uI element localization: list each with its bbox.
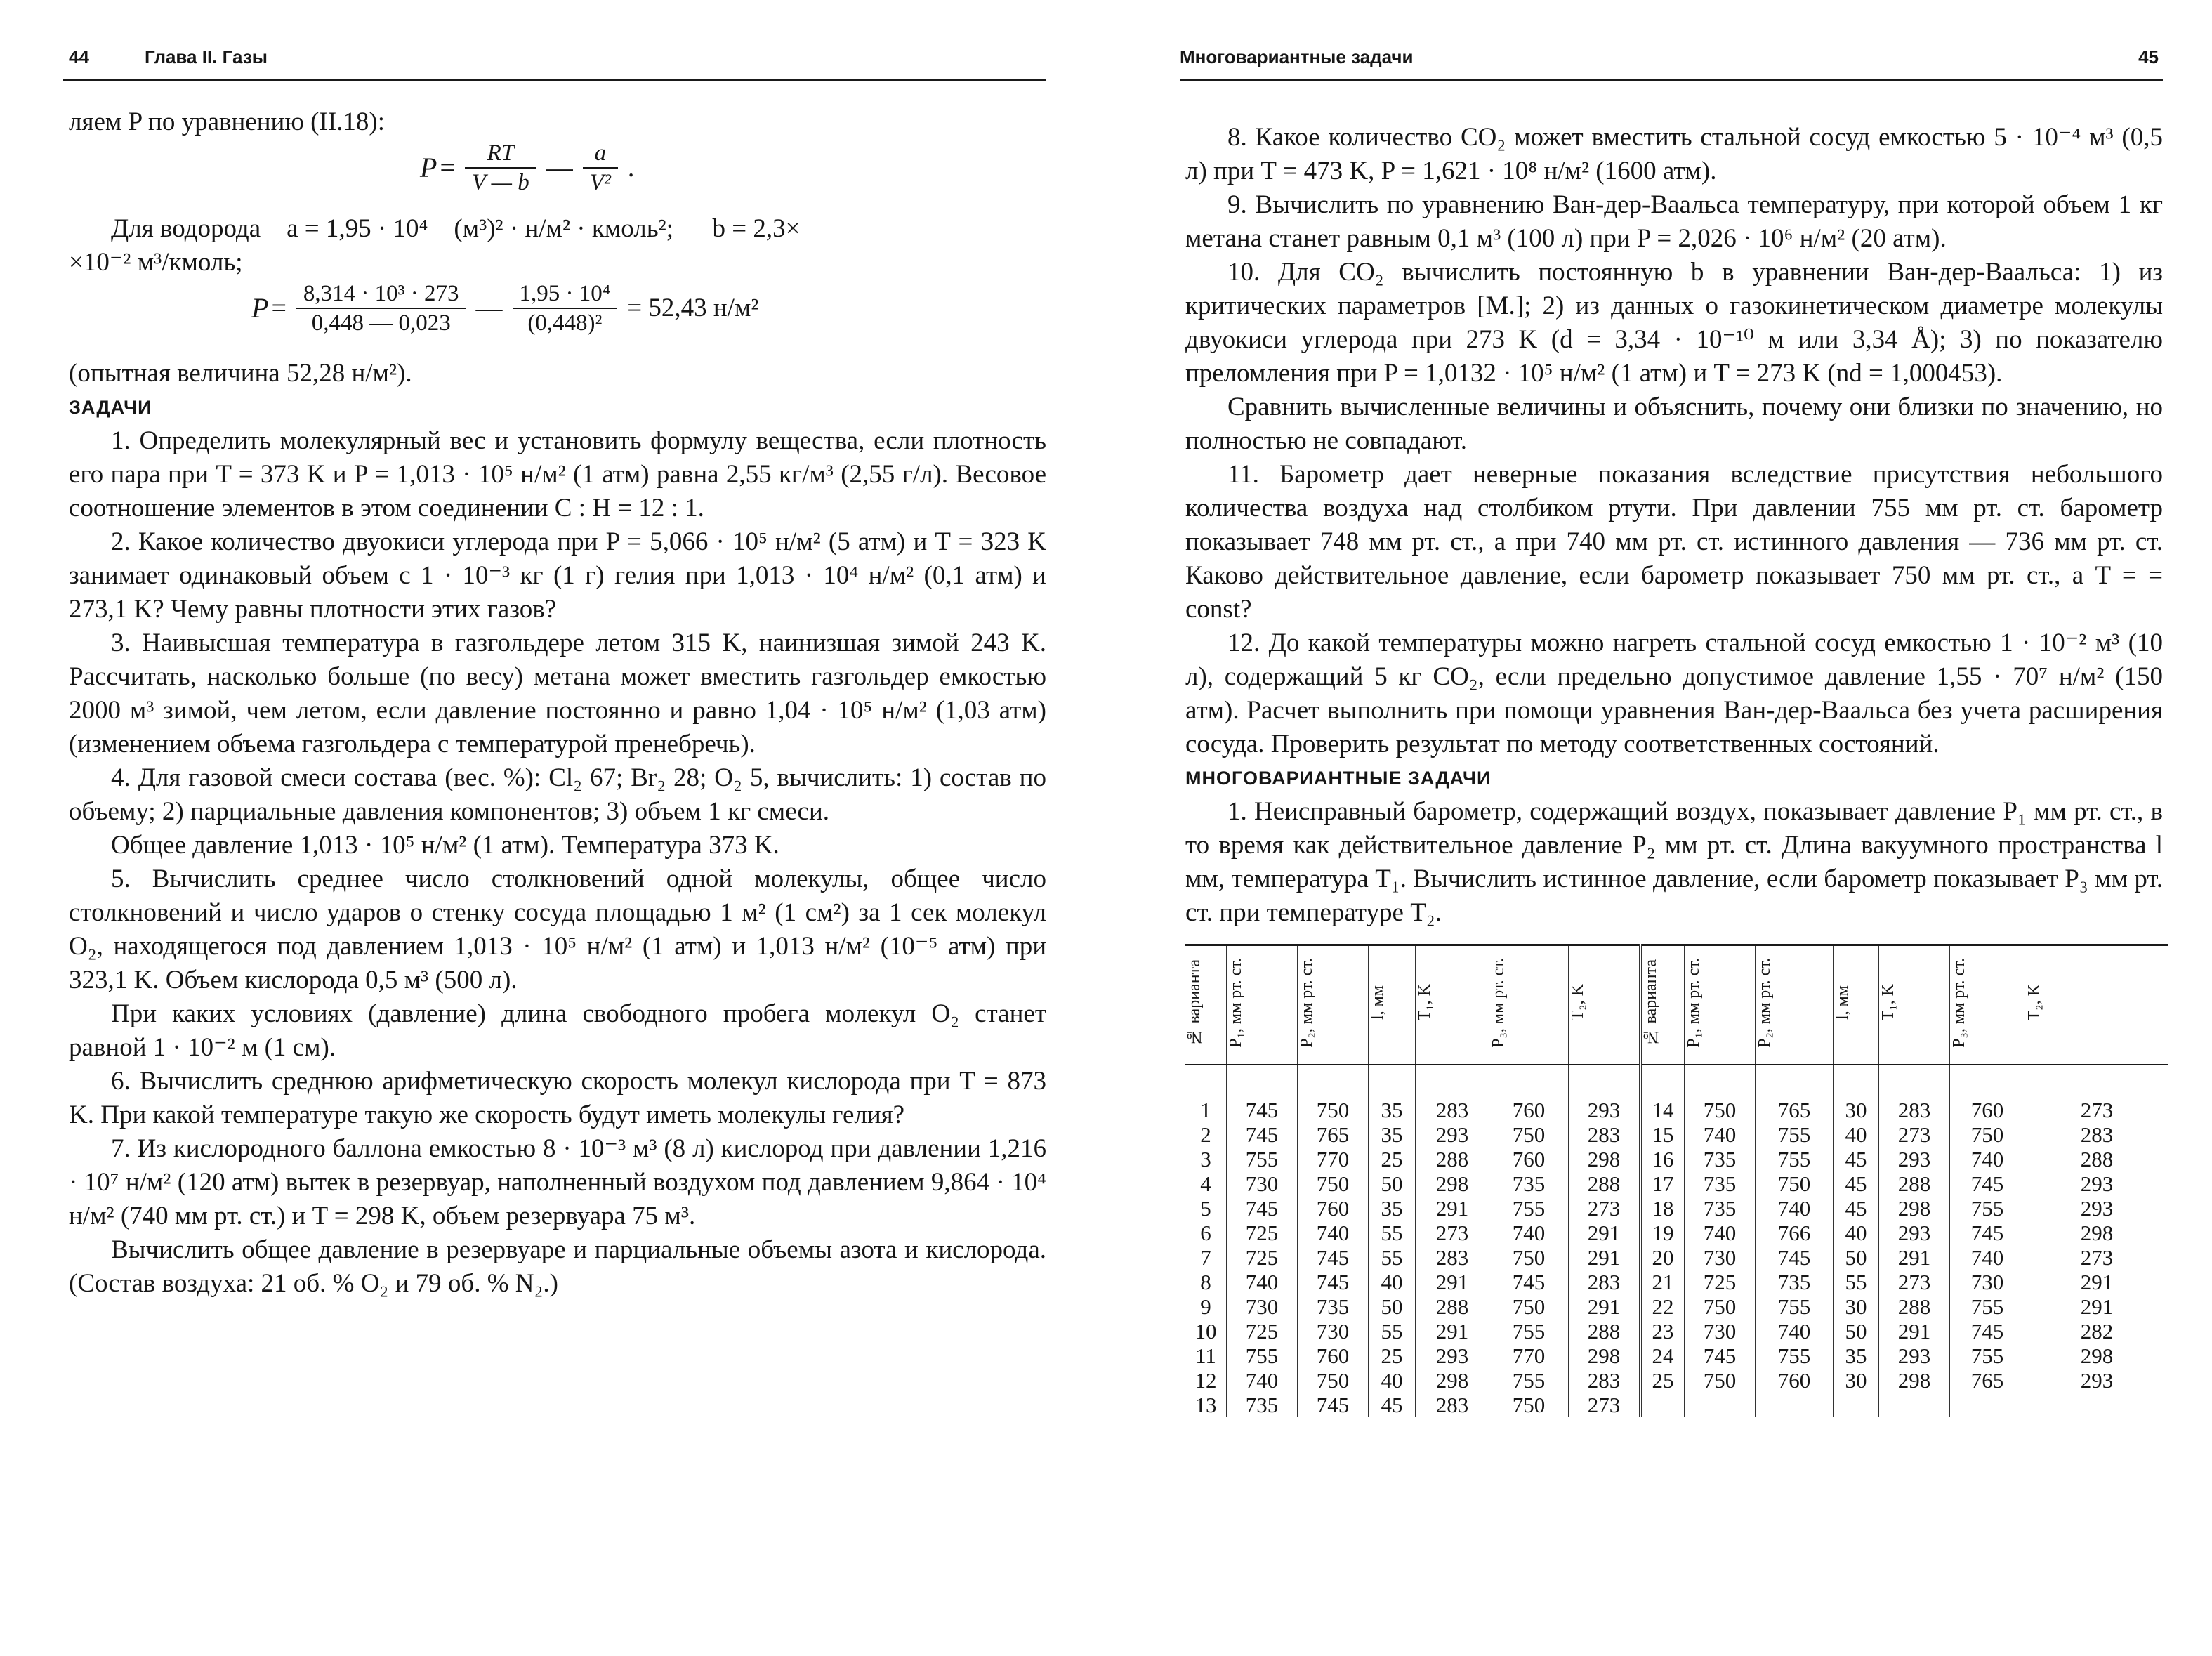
problem-7: 7. Из кислородного баллона емкостью 8 · 10⁻³ м³ (8 л) кислород при давлении 1,216 · 10⁷ н/м² (120 атм) вытек в резервуар, наполненный воздухом под давлением 9,864 · 10⁴ н/м² (740 мм рт. ст.) и T = 298 K, объем резервуара 75 м³. <box>69 1134 1046 1230</box>
table-cell: 760 <box>1756 1368 1834 1393</box>
table-cell: 293 <box>1879 1221 1950 1245</box>
table-cell: 730 <box>1685 1319 1756 1343</box>
table-cell: 745 <box>1950 1221 2025 1245</box>
table-cell: 55 <box>1834 1270 1879 1294</box>
table-cell: 745 <box>1298 1393 1369 1417</box>
header-variant-no: № варианта <box>1185 945 1227 1065</box>
table-cell: 750 <box>1298 1171 1369 1196</box>
table-cell: 40 <box>1369 1368 1416 1393</box>
table-cell: 283 <box>1416 1393 1489 1417</box>
table-cell: 735 <box>1227 1393 1298 1417</box>
table-cell: 298 <box>2025 1221 2169 1245</box>
table-row <box>1185 1368 2168 1393</box>
table-row <box>1185 1221 2168 1245</box>
formula2-lhs: P <box>251 292 269 324</box>
table-cell: 293 <box>1569 1098 1641 1122</box>
table-cell: 283 <box>1569 1368 1641 1393</box>
right-body <box>1185 121 2163 1417</box>
table-cell: 4 <box>1200 1171 1211 1196</box>
table-cell: 755 <box>1227 1147 1298 1171</box>
table-cell: 740 <box>1227 1270 1298 1294</box>
table-cell: 735 <box>1685 1196 1756 1221</box>
table-cell: 3 <box>1200 1146 1211 1171</box>
table-cell: 765 <box>1756 1098 1834 1122</box>
table-cell: 283 <box>1569 1270 1641 1294</box>
table-row <box>1185 1294 2168 1319</box>
table-row <box>1185 1196 2168 1221</box>
table-cell: 30 <box>1834 1098 1879 1122</box>
table-cell: 735 <box>1489 1171 1569 1196</box>
table-cell: 755 <box>1950 1343 2025 1368</box>
table-cell: 745 <box>1298 1245 1369 1270</box>
table-cell: 5 <box>1200 1195 1211 1221</box>
table-cell <box>1950 1393 2025 1417</box>
table-cell: 298 <box>1416 1368 1489 1393</box>
table-cell: 291 <box>1416 1270 1489 1294</box>
table-cell: 288 <box>1879 1294 1950 1319</box>
problem-4: 4. Для газовой смеси состава (вес. %): Cl₂ 67; Br₂ 28; O₂ 5, вычислить: 1) состав по объему; 2) парциальные давления компонентов; 3) объем 1 кг смеси. <box>69 763 1046 826</box>
header-p1-2: P₁, мм рт. ст. <box>1685 945 1756 1065</box>
table-row <box>1185 1319 2168 1343</box>
table-cell: 19 <box>1640 1221 1685 1245</box>
table-cell: 750 <box>1685 1098 1756 1122</box>
table-cell: 10 <box>1194 1318 1217 1343</box>
problem-9: 9. Вычислить по уравнению Ван-дер-Ваальса температуру, при которой объем 1 кг метана станет равным 0,1 м³ (100 л) при P = 2,026 · 10⁶ н/м² (20 атм). <box>1185 190 2163 253</box>
table-cell: 730 <box>1685 1245 1756 1270</box>
table-cell: 282 <box>2025 1319 2169 1343</box>
problem-2: 2. Какое количество двуокиси углерода при P = 5,066 · 10⁵ н/м² (5 атм) и T = 323 K занимает одинаковый объем с 1 · 10⁻³ кг (1 г) гелия при 1,013 · 10⁴ н/м² (0,1 атм) и 273,1 K? Чему равны плотности этих газов? <box>69 527 1046 624</box>
table-cell: 750 <box>1756 1171 1834 1196</box>
problem-5-note: При каких условиях (давление) длина свободного пробега молекул O₂ станет равной 1 · 10⁻² м (1 см). <box>69 999 1046 1062</box>
variants-table <box>1185 944 2168 1417</box>
table-cell: 735 <box>1685 1147 1756 1171</box>
table-cell: 293 <box>1879 1343 1950 1368</box>
table-cell: 755 <box>1489 1196 1569 1221</box>
table-row <box>1185 1147 2168 1171</box>
table-cell: 740 <box>1489 1221 1569 1245</box>
table-cell <box>1685 1393 1756 1417</box>
header-p2: P₂, мм рт. ст. <box>1298 945 1369 1065</box>
table-body <box>1185 1065 2168 1417</box>
table-cell: 730 <box>1950 1270 2025 1294</box>
table-cell: 25 <box>1640 1368 1685 1393</box>
table-cell: 14 <box>1640 1098 1685 1122</box>
header-t2-2: T₂, K <box>2025 945 2169 1065</box>
table-cell: 725 <box>1227 1319 1298 1343</box>
table-cell: 291 <box>1569 1245 1641 1270</box>
table-cell: 760 <box>1298 1343 1369 1368</box>
fraction-rt: $\frac{RT}{V — b}$ <box>465 139 536 197</box>
header-t1-2: T₁, K <box>1879 945 1950 1065</box>
left-body <box>69 105 1046 1301</box>
table-cell: 745 <box>1685 1343 1756 1368</box>
table-cell: 745 <box>1227 1122 1298 1147</box>
table-cell: 291 <box>1416 1196 1489 1221</box>
table-cell: 745 <box>1298 1270 1369 1294</box>
table-cell: 740 <box>1685 1122 1756 1147</box>
left-page <box>63 0 1046 1656</box>
table-cell: 273 <box>1879 1270 1950 1294</box>
table-cell: 55 <box>1369 1245 1416 1270</box>
table-cell: 55 <box>1369 1221 1416 1245</box>
right-running-head <box>1180 42 2163 81</box>
table-cell: 293 <box>1879 1147 1950 1171</box>
table-cell: 273 <box>1569 1393 1641 1417</box>
table-row <box>1185 1122 2168 1147</box>
problem-8: 8. Какое количество CO₂ может вместить стальной сосуд емкостью 5 · 10⁻⁴ м³ (0,5 л) при T = 473 K, P = 1,621 · 10⁸ н/м² (1600 атм). <box>1185 123 2163 185</box>
table-cell: 30 <box>1834 1368 1879 1393</box>
table-cell: 288 <box>2025 1147 2169 1171</box>
table-cell: 288 <box>1569 1171 1641 1196</box>
table-cell: 283 <box>2025 1122 2169 1147</box>
table-cell: 750 <box>1685 1294 1756 1319</box>
table-cell: 45 <box>1369 1393 1416 1417</box>
table-cell: 755 <box>1756 1294 1834 1319</box>
table-cell: 293 <box>2025 1368 2169 1393</box>
table-cell: 45 <box>1834 1196 1879 1221</box>
problem-1: 1. Определить молекулярный вес и установить формулу вещества, если плотность его пара при T = 373 K и P = 1,013 · 10⁵ н/м² (1 атм) равна 2,55 кг/м³ (2,55 г/л). Весовое соотношение элементов в этом соединении C : H = 12 : 1. <box>69 426 1046 523</box>
table-cell: 283 <box>1879 1098 1950 1122</box>
table-cell: 745 <box>1489 1270 1569 1294</box>
table-cell: 45 <box>1834 1171 1879 1196</box>
table-cell: 273 <box>2025 1098 2169 1122</box>
table-cell: 750 <box>1950 1122 2025 1147</box>
table-row <box>1185 1343 2168 1368</box>
header-p1: P₁, мм рт. ст. <box>1227 945 1298 1065</box>
table-cell: 293 <box>2025 1196 2169 1221</box>
table-cell: 273 <box>1879 1122 1950 1147</box>
table-cell: 740 <box>1298 1221 1369 1245</box>
table-row <box>1185 1393 2168 1417</box>
table-cell: 273 <box>2025 1245 2169 1270</box>
table-cell: 735 <box>1685 1171 1756 1196</box>
header-t1: T₁, K <box>1416 945 1489 1065</box>
table-cell: 25 <box>1369 1343 1416 1368</box>
table-cell: 735 <box>1756 1270 1834 1294</box>
table-cell: 766 <box>1756 1221 1834 1245</box>
table-cell: 35 <box>1369 1196 1416 1221</box>
table-cell: 760 <box>1950 1098 2025 1122</box>
problem-10: 10. Для CO₂ вычислить постоянную b в уравнении Ван-дер-Ваальса: 1) из критических параметров [М.]; 2) из данных о газокинетическом диаметре молекулы двуокиси углерода при 273 K (d = 3,34 · 10⁻¹⁰ м или 3,34 Å); 3) по показателю преломления при P = 1,0132 · 10⁵ н/м² (1 атм) и T = 273 K (nd = 1,000453). <box>1185 258 2163 388</box>
header-p3-2: P₃, мм рт. ст. <box>1950 945 2025 1065</box>
table-cell: 35 <box>1834 1343 1879 1368</box>
table-cell: 770 <box>1489 1343 1569 1368</box>
table-cell: 740 <box>1685 1221 1756 1245</box>
table-row <box>1185 1270 2168 1294</box>
table-cell: 730 <box>1227 1171 1298 1196</box>
table-cell <box>1640 1393 1685 1417</box>
table-cell: 12 <box>1194 1367 1217 1393</box>
table-cell: 15 <box>1640 1122 1685 1147</box>
table-cell: 750 <box>1489 1393 1569 1417</box>
table-cell: 298 <box>2025 1343 2169 1368</box>
table-cell: 21 <box>1640 1270 1685 1294</box>
table-cell: 740 <box>1227 1368 1298 1393</box>
table-cell: 291 <box>1416 1319 1489 1343</box>
table-cell: 755 <box>1756 1343 1834 1368</box>
table-cell: 1 <box>1200 1097 1211 1122</box>
table-cell: 293 <box>1416 1343 1489 1368</box>
table-cell: 283 <box>1569 1122 1641 1147</box>
table-header-row <box>1185 945 2168 1065</box>
table-cell: 750 <box>1489 1294 1569 1319</box>
table-cell: 298 <box>1879 1196 1950 1221</box>
table-cell: 745 <box>1950 1319 2025 1343</box>
table-cell: 50 <box>1369 1171 1416 1196</box>
table-cell <box>1879 1393 1950 1417</box>
table-cell: 291 <box>1879 1245 1950 1270</box>
table-cell: 35 <box>1369 1122 1416 1147</box>
table-cell: 24 <box>1640 1343 1685 1368</box>
table-cell <box>1756 1393 1834 1417</box>
table-cell: 755 <box>1227 1343 1298 1368</box>
table-cell: 291 <box>1879 1319 1950 1343</box>
table-cell: 273 <box>1569 1196 1641 1221</box>
table-cell: 288 <box>1569 1319 1641 1343</box>
table-cell: 298 <box>1569 1343 1641 1368</box>
table-cell: 765 <box>1298 1122 1369 1147</box>
table-cell: 20 <box>1640 1245 1685 1270</box>
table-cell: 50 <box>1369 1294 1416 1319</box>
table-cell: 288 <box>1416 1147 1489 1171</box>
table-cell: 288 <box>1416 1294 1489 1319</box>
table-cell: 735 <box>1298 1294 1369 1319</box>
header-p3: P₃, мм рт. ст. <box>1489 945 1569 1065</box>
table-cell: 740 <box>1756 1319 1834 1343</box>
table-cell: 50 <box>1834 1245 1879 1270</box>
table-cell: 765 <box>1950 1368 2025 1393</box>
table-row <box>1185 1245 2168 1270</box>
table-cell: 22 <box>1640 1294 1685 1319</box>
table-cell: 291 <box>2025 1294 2169 1319</box>
table-cell: 40 <box>1369 1270 1416 1294</box>
fraction-a: $\frac{a}{\text{V²}}$ <box>583 139 618 197</box>
table-row <box>1185 1098 2168 1122</box>
table-cell: 725 <box>1227 1221 1298 1245</box>
table-cell: 755 <box>1950 1196 2025 1221</box>
table-cell: 291 <box>2025 1270 2169 1294</box>
table-cell: 740 <box>1756 1196 1834 1221</box>
header-variant-no-2: № варианта <box>1640 945 1685 1065</box>
header-l: l, мм <box>1369 945 1416 1065</box>
left-running-head <box>63 42 1046 81</box>
problem-7-note: Вычислить общее давление в резервуаре и парциальные объемы азота и кислорода. (Состав воздуха: 21 об. % O₂ и 79 об. % N₂.) <box>69 1235 1046 1298</box>
table-cell: 740 <box>1950 1147 2025 1171</box>
table-cell: 283 <box>1416 1245 1489 1270</box>
problem-10-note: Сравнить вычисленные величины и объяснить, почему они близки по значению, но полностью не совпадают. <box>1185 393 2163 455</box>
formula-vdw: P = $\frac{RT}{V — b}$ — $\frac{a}{\text{V²}}$ . <box>420 140 635 195</box>
table-cell: 8 <box>1200 1269 1211 1294</box>
right-running-title: Многовариантные задачи <box>1180 46 1414 67</box>
table-cell: 298 <box>1569 1147 1641 1171</box>
table-cell: 2 <box>1200 1122 1211 1147</box>
table-cell: 298 <box>1879 1368 1950 1393</box>
table-cell: 293 <box>2025 1171 2169 1196</box>
table-cell: 760 <box>1489 1147 1569 1171</box>
table-cell: 298 <box>1416 1171 1489 1196</box>
table-cell: 730 <box>1227 1294 1298 1319</box>
experimental-value: (опытная величина 52,28 н/м²). <box>69 359 412 388</box>
table-cell: 13 <box>1194 1392 1217 1417</box>
fraction-numeric-1: $\frac{\text{8,314 · 10³ · 273}}{0,448 — 0,023}$ <box>296 280 466 337</box>
table-cell: 30 <box>1834 1294 1879 1319</box>
table-cell: 750 <box>1298 1098 1369 1122</box>
right-page-number: 45 <box>2138 46 2159 67</box>
formula-lhs: P <box>420 152 437 183</box>
table-cell: 755 <box>1489 1368 1569 1393</box>
intro-line: ляем P по уравнению (II.18): <box>69 107 385 136</box>
table-cell: 770 <box>1298 1147 1369 1171</box>
table-cell: 11 <box>1195 1343 1216 1368</box>
table-cell: 25 <box>1369 1147 1416 1171</box>
table-cell: 18 <box>1640 1196 1685 1221</box>
fraction-numeric-2: $\frac{\text{1,95 · 10⁴}}{\text{(0,448)²}}$ <box>513 280 618 337</box>
table-cell: 725 <box>1227 1245 1298 1270</box>
table-cell: 750 <box>1685 1368 1756 1393</box>
table-cell: 755 <box>1950 1294 2025 1319</box>
table-cell: 50 <box>1834 1319 1879 1343</box>
problem-12: 12. До какой температуры можно нагреть стальной сосуд емкостью 1 · 10⁻² м³ (10 л), содержащий 5 кг CO₂, если предельно допустимое давление 1,55 · 70⁷ н/м² (150 атм). Расчет выполнить при помощи уравнения Ван-дер-Ваальса без учета расширения сосуда. Проверить результат по методу соответственных состояний. <box>1185 629 2163 758</box>
table-cell: 745 <box>1227 1098 1298 1122</box>
table-cell: 273 <box>1416 1221 1489 1245</box>
table-cell: 35 <box>1369 1098 1416 1122</box>
problem-4-note: Общее давление 1,013 · 10⁵ н/м² (1 атм). Температура 373 K. <box>111 831 779 860</box>
section-title-multivariant: МНОГОВАРИАНТНЫЕ ЗАДАЧИ <box>1185 768 1492 789</box>
table-cell: 750 <box>1489 1245 1569 1270</box>
header-p2-2: P₂, мм рт. ст. <box>1756 945 1834 1065</box>
table-cell: 745 <box>1227 1196 1298 1221</box>
table-cell: 745 <box>1950 1171 2025 1196</box>
table-cell: 755 <box>1756 1122 1834 1147</box>
table-cell: 291 <box>1569 1294 1641 1319</box>
table-cell: 55 <box>1369 1319 1416 1343</box>
table-cell: 16 <box>1640 1147 1685 1171</box>
table-cell: 9 <box>1200 1294 1211 1319</box>
table-cell: 7 <box>1200 1244 1211 1270</box>
table-cell: 745 <box>1756 1245 1834 1270</box>
left-running-title: Глава II. Газы <box>145 46 268 67</box>
header-t2: T₂, K <box>1569 945 1641 1065</box>
formula2-result: = 52,43 н/м² <box>627 294 759 322</box>
table-cell: 730 <box>1298 1319 1369 1343</box>
table-cell <box>2025 1393 2169 1417</box>
hydrogen-constants-cont: ×10⁻² м³/кмоль; <box>69 248 243 277</box>
table-row <box>1185 1171 2168 1196</box>
hydrogen-constants: Для водорода a = 1,95 · 10⁴ (м³)² · н/м² · кмоль²; b = 2,3× <box>111 214 801 243</box>
table-cell: 288 <box>1879 1171 1950 1196</box>
table-cell: 291 <box>1569 1221 1641 1245</box>
formula-hydrogen: P = $\frac{\text{8,314 · 10³ · 273}}{0,448 — 0,023}$ — $\frac{\text{1,95 · 10⁴}}{\text{(0,448)²}}$ = 52,43 н/м² <box>251 281 759 336</box>
table-cell <box>1834 1393 1879 1417</box>
table-cell: 40 <box>1834 1122 1879 1147</box>
problem-11: 11. Барометр дает неверные показания вследствие присутствия небольшого количества воздуха над столбиком ртути. При давлении 755 мм рт. ст. барометр показывает 748 мм рт. ст., а при 740 мм рт. ст. истинного давления — 736 мм рт. ст. Каково действительное давление, если барометр показывает 750 мм рт. ст., а T = = const? <box>1185 460 2163 624</box>
table-cell: 755 <box>1756 1147 1834 1171</box>
table-cell: 293 <box>1416 1122 1489 1147</box>
table-cell: 40 <box>1834 1221 1879 1245</box>
table-cell: 740 <box>1950 1245 2025 1270</box>
problem-3: 3. Наивысшая температура в газгольдере летом 315 K, наинизшая зимой 243 K. Рассчитать, насколько больше (по весу) метана может вместить газгольдер емкостью 2000 м³ зимой, чем летом, если давление постоянно и равно 1,04 · 10⁵ н/м² (1,03 атм) (изменением объема газгольдера с температурой пренебречь). <box>69 629 1046 758</box>
table-cell: 750 <box>1489 1122 1569 1147</box>
section-title-problems: ЗАДАЧИ <box>69 397 152 418</box>
problem-5: 5. Вычислить среднее число столкновений одной молекулы, общее число столкновений и число ударов о стенку сосуда площадью 1 м² (1 см²) за 1 сек молекул O₂, находящегося под давлением 1,013 · 10⁵ н/м² (1 атм) и 1,013 н/м² (10⁻⁵ атм) при 323,1 K. Объем кислорода 0,5 м³ (500 л). <box>69 865 1046 994</box>
right-page <box>1180 0 2163 1656</box>
problem-6: 6. Вычислить среднюю арифметическую скорость молекул кислорода при T = 873 K. При какой температуре такую же скорость будут иметь молекулы гелия? <box>69 1067 1046 1129</box>
table-cell: 755 <box>1489 1319 1569 1343</box>
table-cell: 725 <box>1685 1270 1756 1294</box>
table-cell: 283 <box>1416 1098 1489 1122</box>
table-cell: 760 <box>1298 1196 1369 1221</box>
left-page-number: 44 <box>69 46 89 67</box>
table-cell: 760 <box>1489 1098 1569 1122</box>
header-l-2: l, мм <box>1834 945 1879 1065</box>
table-cell: 750 <box>1298 1368 1369 1393</box>
table-cell: 17 <box>1640 1171 1685 1196</box>
multivariant-problem-1: 1. Неисправный барометр, содержащий воздух, показывает давление P₁ мм рт. ст., в то время как действительное давление P₂ мм рт. ст. Длина вакуумного пространства l мм, температура T₁. Вычислить истинное давление, если барометр показывает P₃ мм рт. ст. при температуре T₂. <box>1185 797 2163 927</box>
table-cell: 45 <box>1834 1147 1879 1171</box>
table-cell: 6 <box>1200 1220 1211 1245</box>
table-cell: 23 <box>1640 1319 1685 1343</box>
